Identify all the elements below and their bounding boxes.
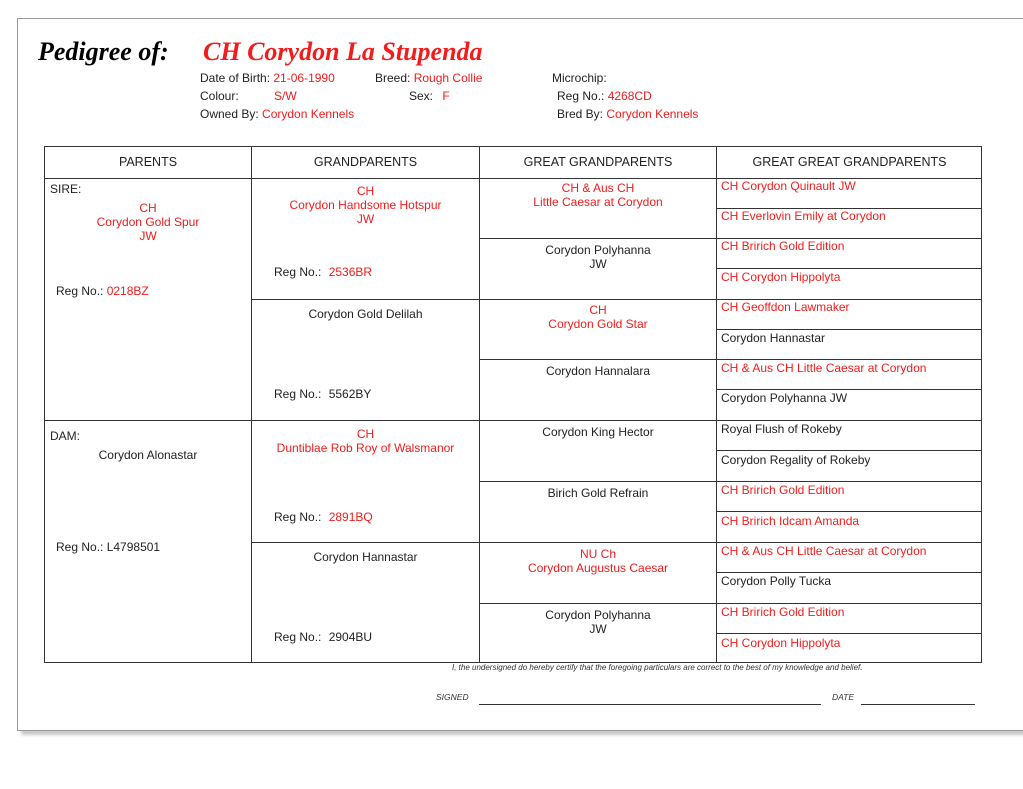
grandparent-entry xyxy=(252,427,479,455)
grandparent-entry xyxy=(252,307,479,321)
regno-value: 4268CD xyxy=(607,89,652,103)
great-grandparent-entry xyxy=(480,486,716,500)
colour-label: Colour: xyxy=(200,89,239,103)
great-grandparent-entry xyxy=(480,243,716,271)
breed-row xyxy=(375,71,482,85)
gg-grandparent-entry: CH Bririch Idcam Amanda xyxy=(721,514,860,528)
gg-grandparent-entry: CH Geoffdon Lawmaker xyxy=(721,300,850,314)
grandparent-title: CH xyxy=(356,427,375,441)
gg-grandparent-entry: Corydon Hannastar xyxy=(721,331,826,345)
grandparent-name: Corydon Hannastar xyxy=(313,550,418,564)
grandparent-reg xyxy=(274,265,372,279)
grandparent-reg-value: 2904BU xyxy=(328,630,373,644)
grandparent-reg-label: Reg No.: xyxy=(274,265,322,279)
gg-grandparent-entry: Royal Flush of Rokeby xyxy=(721,422,842,436)
col-header-great-grandparents: GREAT GRANDPARENTS xyxy=(523,155,673,169)
colour-value: S/W xyxy=(274,89,297,103)
gg-grandparent-entry: CH Corydon Hippolyta xyxy=(721,636,841,650)
dam-name: Corydon Alonastar xyxy=(98,448,198,462)
dam-reg-label: Reg No.: xyxy=(56,540,104,554)
great-grandparent-line2: JW xyxy=(589,622,607,636)
grandparent-reg-value: 2536BR xyxy=(328,265,373,279)
gg-grandparent-entry: Corydon Polyhanna JW xyxy=(721,391,848,405)
date-line[interactable] xyxy=(861,704,975,705)
grandparent-name: Corydon Gold Delilah xyxy=(308,307,423,321)
grandparent-reg-label: Reg No.: xyxy=(274,630,322,644)
regno-label: Reg No.: xyxy=(557,89,605,103)
great-grandparent-entry xyxy=(480,181,716,209)
great-grandparent-line1: Corydon Hannalara xyxy=(545,364,651,378)
bred-label: Bred By: xyxy=(557,107,604,121)
grandparent-name: Corydon Handsome Hotspur xyxy=(289,198,442,212)
grandparent-reg-value: 2891BQ xyxy=(328,510,373,524)
sire-reg-label: Reg No.: xyxy=(56,284,104,298)
dob-label: Date of Birth: xyxy=(200,71,271,85)
great-grandparent-line1: NU Ch xyxy=(579,547,616,561)
owned-row xyxy=(200,107,354,121)
gg-grandparent-entry: CH Bririch Gold Edition xyxy=(721,605,845,619)
sire-name: Corydon Gold Spur xyxy=(96,215,200,229)
col-header-grandparents: GRANDPARENTS xyxy=(313,155,418,169)
sire-entry xyxy=(45,201,251,243)
microchip-label: Microchip: xyxy=(552,71,607,85)
dam-label: DAM: xyxy=(50,429,80,443)
bred-row xyxy=(557,107,698,121)
grandparent-reg-label: Reg No.: xyxy=(274,387,322,401)
great-grandparent-entry xyxy=(480,364,716,378)
gg-grandparent-entry: CH & Aus CH Little Caesar at Corydon xyxy=(721,544,927,558)
grandparent-reg-label: Reg No.: xyxy=(274,510,322,524)
gg-grandparent-entry: CH & Aus CH Little Caesar at Corydon xyxy=(721,361,927,375)
sire-label: SIRE: xyxy=(50,182,82,196)
great-grandparent-entry xyxy=(480,303,716,331)
great-grandparent-line1: CH xyxy=(589,303,607,317)
pedigree-table xyxy=(44,146,982,663)
bred-value: Corydon Kennels xyxy=(606,107,699,121)
sex-row xyxy=(409,89,450,103)
grandparent-reg-value: 5562BY xyxy=(328,387,372,401)
dob-value: 21-06-1990 xyxy=(273,71,335,85)
great-grandparent-line1: Corydon King Hector xyxy=(542,425,654,439)
grandparent-reg xyxy=(274,630,372,644)
grandparent-reg xyxy=(274,510,373,524)
sire-reg-value: 0218BZ xyxy=(106,284,149,298)
great-grandparent-line2: JW xyxy=(589,257,607,271)
gg-grandparent-entry: Corydon Polly Tucka xyxy=(721,574,832,588)
gg-grandparent-entry: Corydon Regality of Rokeby xyxy=(721,453,871,467)
grandparent-reg xyxy=(274,387,371,401)
owned-value: Corydon Kennels xyxy=(262,107,355,121)
signature-line[interactable] xyxy=(479,704,821,705)
great-grandparent-line1: Corydon Polyhanna xyxy=(545,608,651,622)
date-label: DATE xyxy=(832,692,855,702)
grandparent-entry xyxy=(252,184,479,226)
owned-label: Owned By: xyxy=(200,107,259,121)
gg-grandparent-entry: CH Bririch Gold Edition xyxy=(721,239,845,253)
grandparent-suffix: JW xyxy=(356,212,375,226)
grandparent-entry xyxy=(252,550,479,564)
breed-value: Rough Collie xyxy=(413,71,483,85)
great-grandparent-line2: Corydon Augustus Caesar xyxy=(527,561,669,575)
sire-suffix: JW xyxy=(139,229,157,243)
title-label: Pedigree of: xyxy=(38,37,169,66)
sex-label: Sex: xyxy=(409,89,434,103)
dam-reg xyxy=(56,540,160,554)
gg-grandparent-entry: CH Bririch Gold Edition xyxy=(721,483,845,497)
great-grandparent-entry xyxy=(480,608,716,636)
great-grandparent-line1: Birich Gold Refrain xyxy=(547,486,649,500)
breed-label: Breed: xyxy=(375,71,411,85)
certification-text: I, the undersigned do hereby certify that the foregoing particulars are correct to the best of my knowledge and belief. xyxy=(452,663,863,672)
great-grandparent-line2: Little Caesar at Corydon xyxy=(533,195,663,209)
sex-value: F xyxy=(442,89,450,103)
col-header-great-great-grandparents: GREAT GREAT GRANDPARENTS xyxy=(752,155,947,169)
dam-reg-value: L4798501 xyxy=(106,540,161,554)
gg-grandparent-entry: CH Corydon Hippolyta xyxy=(721,270,841,284)
great-grandparent-line2: Corydon Gold Star xyxy=(548,317,648,331)
sire-reg xyxy=(56,284,149,298)
gg-grandparent-entry: CH Corydon Quinault JW xyxy=(721,179,856,193)
sire-title: CH xyxy=(139,201,157,215)
grandparent-name: Duntiblae Rob Roy of Walsmanor xyxy=(276,441,455,455)
great-grandparent-entry xyxy=(480,425,716,439)
dob-row xyxy=(200,71,335,85)
great-grandparent-line1: CH & Aus CH xyxy=(561,181,635,195)
dog-name: CH Corydon La Stupenda xyxy=(203,37,483,66)
great-grandparent-line1: Corydon Polyhanna xyxy=(545,243,651,257)
gg-grandparent-entry: CH Everlovin Emily at Corydon xyxy=(721,209,886,223)
signed-label: SIGNED xyxy=(436,692,469,702)
grandparent-title: CH xyxy=(356,184,375,198)
col-header-parents: PARENTS xyxy=(118,155,178,169)
great-grandparent-entry xyxy=(480,547,716,575)
regno-row xyxy=(557,89,652,103)
